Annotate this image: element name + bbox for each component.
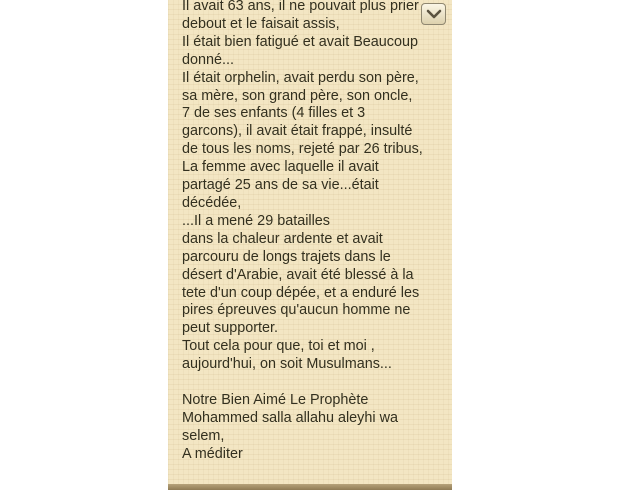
collapse-button[interactable] bbox=[421, 3, 446, 25]
note-screen bbox=[168, 0, 452, 490]
bottom-bar bbox=[168, 484, 452, 490]
note-text: Il avait 63 ans, il ne pouvait plus prier debout et le faisait assis, Il était bien fatigué et avait Beaucoup donné... Il était orphelin, avait perdu son père, sa mère, son grand père, son oncle, 7 de ses enfants (4 filles et 3 garcons), il avait était frappé, insulté de tous les noms, rejeté par 26 tribus, La femme avec laquelle il avait partagé 25 ans de sa vie...était décédée, ...Il a mené 29 batailles dans la chaleur ardente et avait parcouru de longs trajets dans le désert d'Arabie, avait été blessé à la tete d'un coup dépée, et a enduré les pires épreuves qu'aucun homme ne peut supporter. Tout cela pour que, toi et moi , aujourd'hui, on soit Musulmans... Notre Bien Aimé Le Prophète Mohammed salla allahu aleyhi wa selem, A méditer bbox=[182, 0, 423, 462]
chevron-down-icon bbox=[426, 8, 442, 20]
